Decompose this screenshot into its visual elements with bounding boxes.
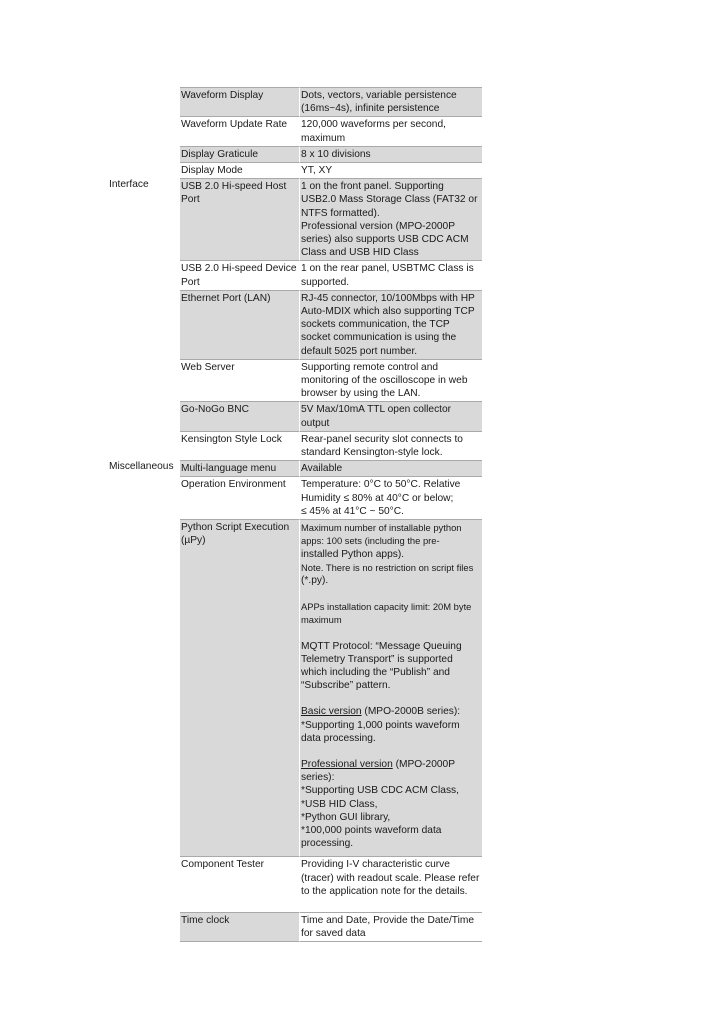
paragraph-gap [301, 627, 482, 640]
feature-cell: Python Script Execution (µPy) [180, 519, 299, 856]
value-cell: 1 on the front panel. Supporting USB2.0 Mass Storage Class (FAT32 or NTFS formatted). Professional version (MPO-2000P series) also supports USB CDC ACM Class and USB HID Class [299, 178, 482, 260]
spec-row-multi-language-menu [109, 460, 482, 476]
spec-row-usb-device-port [109, 260, 482, 289]
value-cell: Supporting remote control and monitoring of the oscilloscope in web browser by using the LAN. [299, 359, 482, 402]
value-cell: 1 on the rear panel, USBTMC Class is supported. [299, 260, 482, 289]
value-cell: 5V Max/10mA TTL open collector output [299, 401, 482, 430]
spec-row-waveform-display [109, 87, 482, 116]
category-cell [109, 912, 180, 942]
feature-cell: Component Tester [180, 856, 299, 912]
basic-version-heading: Basic version (MPO-2000B series): [301, 706, 461, 718]
feature-cell: USB 2.0 Hi-speed Device Port [180, 260, 299, 289]
category-cell [109, 519, 180, 856]
category-cell [109, 146, 180, 162]
category-interface: Interface [109, 179, 149, 191]
spec-row-usb-host-port [109, 178, 482, 260]
feature-cell: Web Server [180, 359, 299, 402]
spec-row-display-mode [109, 162, 482, 178]
spec-row-operation-environment [109, 476, 482, 519]
value-cell: Maximum number of installable python apps: 100 sets (including the pre- installed Python apps). Note. There is no restriction on script files (*.py). APPs installation capacity limit: 20M byte maximum MQTT Protocol: “Message Queuing Telemetry Transport” is supported which including the “Publish” and “Subscribe” pattern. Basic version (MPO-2000B series): *Supporting 1,000 points waveform data processing. Professional version (MPO-2000P series): *Supporting USB CDC ACM Class, *USB HID Class, *Python GUI library, *100,000 points waveform data processing. [299, 519, 482, 856]
cell-padding [301, 850, 482, 855]
value-cell: Time and Date, Provide the Date/Time for saved data [299, 912, 482, 942]
value-cell: Temperature: 0°C to 50°C. Relative Humidity ≤ 80% at 40°C or below; ≤ 45% at 41°C ~ 50°C. [299, 476, 482, 519]
spec-table [109, 87, 482, 942]
spec-row-display-graticule [109, 146, 482, 162]
paragraph-gap [301, 898, 482, 911]
feature-cell: Multi-language menu [180, 460, 299, 476]
spec-row-web-server [109, 359, 482, 402]
category-cell [109, 87, 180, 116]
value-cell: RJ-45 connector, 10/100Mbps with HP Auto-MDIX which also supporting TCP sockets communication, the TCP socket communication is using the default 5025 port number. [299, 290, 482, 359]
spec-row-component-tester [109, 856, 482, 912]
value-cell: Dots, vectors, variable persistence (16ms~4s), infinite persistence [299, 87, 482, 116]
feature-cell: Display Graticule [180, 146, 299, 162]
category-cell [109, 260, 180, 289]
feature-cell: Waveform Display [180, 87, 299, 116]
value-cell: 8 x 10 divisions [299, 146, 482, 162]
spec-row-ethernet-port [109, 290, 482, 359]
value-cell: 120,000 waveforms per second, maximum [299, 116, 482, 145]
category-cell [109, 162, 180, 178]
paragraph-gap [301, 692, 482, 705]
feature-cell: Go-NoGo BNC [180, 401, 299, 430]
value-cell: Available [299, 460, 482, 476]
feature-cell: Ethernet Port (LAN) [180, 290, 299, 359]
category-cell [109, 431, 180, 460]
category-cell [109, 401, 180, 430]
feature-cell: Waveform Update Rate [180, 116, 299, 145]
paragraph-gap [301, 587, 482, 600]
professional-version-heading: Professional version (MPO-2000P [301, 758, 456, 770]
feature-cell: USB 2.0 Hi-speed Host Port [180, 178, 299, 260]
value-cell: Rear-panel security slot connects to standard Kensington-style lock. [299, 431, 482, 460]
feature-cell: Time clock [180, 912, 299, 942]
spec-row-gonogo-bnc [109, 401, 482, 430]
category-cell [109, 856, 180, 912]
value-cell: YT, XY [299, 162, 482, 178]
feature-cell: Operation Environment [180, 476, 299, 519]
feature-cell: Kensington Style Lock [180, 431, 299, 460]
spec-row-time-clock [109, 912, 482, 942]
category-cell [109, 116, 180, 145]
category-miscellaneous: Miscellaneous [109, 461, 174, 473]
feature-cell: Display Mode [180, 162, 299, 178]
spec-row-kensington-lock [109, 431, 482, 460]
spec-row-waveform-update-rate [109, 116, 482, 145]
category-cell [109, 290, 180, 359]
value-cell: Providing I-V characteristic curve (tracer) with readout scale. Please refer to the application note for the details. [299, 856, 482, 912]
spec-row-python-script [109, 519, 482, 856]
category-cell [109, 476, 180, 519]
category-cell [109, 359, 180, 402]
paragraph-gap [301, 745, 482, 758]
